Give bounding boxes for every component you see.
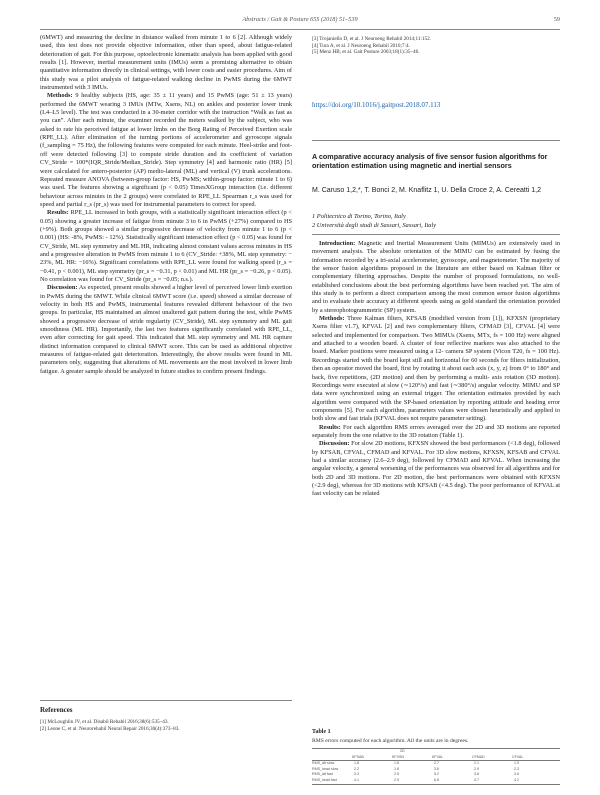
methods-text: Three Kalman filters, KFSAB (modified version from [1]), KFXSN (proprietary Xsens filter v1.7), KFVAL [2] and two complementary filters, CFMAD [3], CFVAL [4] were selected and implemented for comparison. Two MIMUs (Xsens, MTx, fs = 100 Hz) were aligned and attached to a wooden board. A cluster of four reflective markers was also attached to the board. Marker positions were measured using a 12- camera SP system (Vicon T20, fs = 100 Hz). Recordings started with the board kept still and horizontal for 60 seconds for filters initialization, then an operator moved the board, first by rotating it about each axis (x, y, z) from 0° to 180° and back, five repetitions, (2D motion) and then by performing a multi- axis rotation (3D motion). Recordings were executed at slow (∼120°/s) and fast (∼380°/s) angular velocity. MIMU and SP data were synchronized using an external trigger. The orientation estimates provided by each algorithm were compared with the SP-based orientation by reporting attitude and heading error components [5]. For each algorithm, parameters values were chosen heuristically and applied to both slow and fast trials (KFVAL does not require parameter setting). [312, 315, 560, 423]
page-number: 59 [553, 16, 560, 23]
left-column [40, 34, 292, 376]
affiliation-2: 2 Università degli studi di Sassari, Sassari, Italy [312, 221, 437, 229]
doi-link[interactable]: https://doi.org/10.1016/j.gaitpost.2018.07.113 [312, 101, 441, 109]
results-text: For each algorithm RMS errors averaged over the 2D and 3D motions are reported separately from the one relative to the 3D rotation (Table 1). [312, 423, 560, 439]
table-cell: RMS_att slow [312, 761, 335, 765]
reference-item: [4] Tura A, et al. J Neuroeng Rehabil 2010;7:4. [312, 42, 410, 49]
table-cell: 1.8 [394, 766, 399, 771]
table-cell: 3.3 [354, 772, 359, 776]
table-rule-bottom [312, 784, 560, 785]
references-rule [40, 700, 292, 701]
discussion-text: As expected, present results showed a higher level of perceived lower limb exertion in PwMS during the 6MWT. While clinical 6MWT score (i.e. speed) showed a similar decrease of velocity in both HS and PwMS, instrumental features revealed different behaviour of the two groups. In particular, HS maintained an almost unaltered gait pattern during the test, while PwMS showed a progressive decrease of stride regularity (CV_Stride), ML step symmetry and ML gait smoothness (ML HR). Importantly, the last two features significantly correlated with RPE_LL, even after correcting for gait speed. This indicated that ML step symmetry and ML HR capture distinct information compared to clinical 6MWT score. This can be used as additional objective measures of fatigue-related gait deterioration. Interestingly, the above results were found in ML parameters only, suggesting that alterations of ML movements are the most involved in lower limb fatigue. A greater sample should be analyzed in future studies to confirm present findings. [40, 284, 292, 375]
methods-heading: Methods: [319, 315, 345, 323]
introduction-heading: Introduction: [319, 240, 356, 247]
table-cell: 5.2 [434, 772, 439, 776]
right-column-body [312, 240, 560, 499]
table-cell: 1.9 [514, 761, 519, 765]
discussion-paragraph [40, 284, 292, 376]
table-cell: RMS_head slow [312, 766, 339, 771]
header-rule [40, 29, 560, 30]
affiliation-rule [312, 234, 560, 235]
table-cell: RMS_head fast [312, 777, 337, 782]
table-cell: 2.5 [394, 772, 399, 776]
article-title: A comparative accuracy analysis of five sensor fusion algorithms for orientation estimation using magnetic and inertial sensors [312, 152, 548, 170]
methods-paragraph [40, 92, 292, 209]
table-header-cell: KFXSN [392, 755, 404, 759]
table-cell: 2.9 [474, 766, 479, 771]
table-cell: 3.6 [434, 766, 439, 771]
reference-item: [5] Menz HB, et al. Gait Posture 2003;18(1):35–46. [312, 49, 420, 55]
reference-item: [2] Leone C, et al. Neurorehabil Neural Repair 2016;30(4):373–83. [40, 725, 180, 732]
results-text: RPE_LL increased in both groups, with a statistically significant interaction effect (p < 0.05) showing a greater increase of fatigue from minute 3 to 6 in PwMS (+27%) compared to HS (+9%). Both groups showed a similar progressive decrease of velocity from minute 1 to 6 (p < 0.001) (HS: -8%, PwMS: - 12%). Statistically significant interaction effect (p < 0.05) was found for CV_Stride, ML step symmetry and ML HR, indicating almost constant values across minutes in HS and a progressive alteration in PwMS from minute 1 to 6 (CV_Stride: +38%, ML step symmetry: − 23%, ML HR: −16%). Significant correlations with RPE_LL were found for walking speed (r_s = −0.41, p < 0.001), ML step symmetry (pr_s = −0.31, p < 0.01) and ML HR (pr_s = −0.26, p < 0.05). No correlation was found for CV_Stride (pr_s = −0.05; n.s.). [40, 209, 292, 283]
results-heading: Results: [47, 209, 69, 217]
table-cell: 3.6 [514, 772, 519, 776]
journal-citation: Abstracts / Gait & Posture 65S (2018) 51–539 [242, 16, 358, 23]
table-cell: 1.6 [394, 761, 399, 765]
references-block [40, 706, 292, 732]
affiliations [312, 213, 562, 230]
table-cell: 6.8 [434, 777, 439, 782]
methods-paragraph [312, 315, 560, 423]
table-cell: 2.7 [434, 761, 439, 765]
table-cell: 2.3 [514, 766, 519, 771]
affiliation-1: 1 Politecnico di Torino, Torino, Italy [312, 213, 406, 220]
running-header [0, 14, 600, 28]
introduction-text: Magnetic and Inertial Measurement Units (MIMUs) are extensively used in movement analysis. The absolute orientation of the MIMU can be estimated by fusing the information recorded by a tri-axial accelerometer, gyroscope, and magnetometer. The majority of the sensor fusion algorithms proposed in the literature are either based on Kalman filter or complementary filtering approaches. Despite the number of proposed formulations, no well-established conclusions about the best performing algorithms have been reached yet. The aim of this study is to perform a direct comparison among the most common sensor fusion algorithms and to evaluate their accuracy at different speeds using as gold standard the orientation provided by a stereophotogrammetric (SP) system. [312, 240, 560, 314]
table-header-cell: CFMAD [472, 755, 485, 759]
results-heading: Results: [319, 423, 341, 431]
references-title: References [40, 706, 73, 714]
table-cell: RMS_att fast [312, 772, 333, 776]
discussion-heading: Discussion: [319, 440, 350, 448]
introduction-paragraph [312, 240, 560, 315]
discussion-heading: Discussion: [47, 284, 78, 292]
reference-item: [3] Trojaniello D, et al. J Neuroeng Rehabil 2014;11:152. [312, 36, 431, 42]
table-cell: 2.1 [474, 761, 479, 765]
table-cell: 2.2 [354, 766, 359, 771]
intro-tail-paragraph: (6MWT) and measuring the decline in distance walked from minute 1 to 6 [2]. Although widely used, this test does not provide objective information, other than speed, about fatigue-related deterioration of gait. For this purpose, optoelectronic kinematic analysis has been applied with good results [1]. However, inertial measurement units (IMUs) seem a promising alternative to obtain quantitative information directly in clinical settings, with lower costs and easier procedures. Aim of this study was a pilot analysis of fatigue-related walking decline in PwMS during the 6MWT instrumented with 3 IMUs. [40, 34, 292, 92]
results-paragraph [40, 209, 292, 284]
references-continued [312, 36, 562, 56]
table-header-cell: CFVAL [512, 755, 524, 759]
discussion-paragraph [312, 440, 560, 498]
author-list: M. Caruso 1,2,*, T. Bonci 2, M. Knaflitz 1, U. Della Croce 2, A. Cereatti 1,2 [312, 187, 542, 194]
table-title: Table 1 [312, 729, 331, 735]
table-cell: 4.2 [514, 777, 519, 782]
table-cell: 2.9 [394, 777, 399, 782]
results-table [312, 748, 560, 784]
article-separator [312, 140, 560, 141]
methods-heading: Methods: [47, 92, 73, 100]
results-paragraph [312, 424, 560, 441]
table-cell: 4.1 [354, 777, 359, 782]
table-caption: RMS errors computed for each algorithm. All the units are in degrees. [312, 738, 469, 744]
table-header-cell: KFVAL [432, 755, 444, 759]
table-cell: 4.7 [474, 777, 479, 782]
table-header-cell: KFSAB [352, 755, 364, 759]
discussion-text: For slow 2D motions, KFXSN showed the best performances (<1.8 deg), followed by KFSAB, CFVAL, CFMAD and KFVAL. For 3D slow motions, KFXSN, KFSAB and CFVAL had a similar accuracy (2.6–2.9 deg), followed by CFMAD and KFVAL. When increasing the angular velocity, a general worsening of the performances was observed for all algorithms and for both 2D and 3D motions. For 2D motion, the best performances were obtained with KFXSN (<2.9 deg), whereas for 3D motions with KFSAB (<4.5 deg). The poor performance of KFVAL at fast velocity can be related [312, 440, 560, 498]
methods-text: 9 healthy subjects (HS, age: 35 ± 11 years) and 15 PwMS (age: 51 ± 13 years) performed the 6MWT wearing 3 IMUs (MTw, Xsens, NL) on ankles and posterior lower trunk (L4–L5 level). The test was conducted in a 30-meter corridor with the instruction “Walk as fast as you can”. After each minute, the examiner recorded the meters walked by the subject, who was asked to rate his perceived fatigue at lower limbs on the Borg Rating of Perceived Exertion scale (RPE_LL). After elimination of the turning portions of accelerometer and gyroscope signals (f_sampling = 75 Hz), the following features were computed for each minute. Heel-strike and foot-off were detected following [3] to compute stride duration and its coefficient of variation CV_Stride = 100*(IQR_Stride/Median_Stride). Step symmetry [4] and harmonic ratio (HR) [5] were calculated for antero-posterior (AP) medio-lateral (ML) and vertical (V) trunk accelerations. Repeated measure ANOVA (between-group factor: HS, PwMS; within-group factor: minute 1 to 6) was used. The features showing a significant (p < 0.05) TimesXGroup interaction (i.e. different behaviour across minutes in the 2 groups) were correlated to RPE_LL Spearman r_s was used for speed and partial r_s (pr_s) was used for instrumental parameters to correct for speed. [40, 92, 292, 208]
reference-item: [1] McLoughlin JV, et al. Disabil Rehabil 2016;38(6):535–43. [40, 719, 169, 725]
table-group-label: 2D [400, 749, 405, 753]
table-cell: 3.8 [474, 772, 479, 776]
table-cell: 1.8 [354, 761, 359, 765]
